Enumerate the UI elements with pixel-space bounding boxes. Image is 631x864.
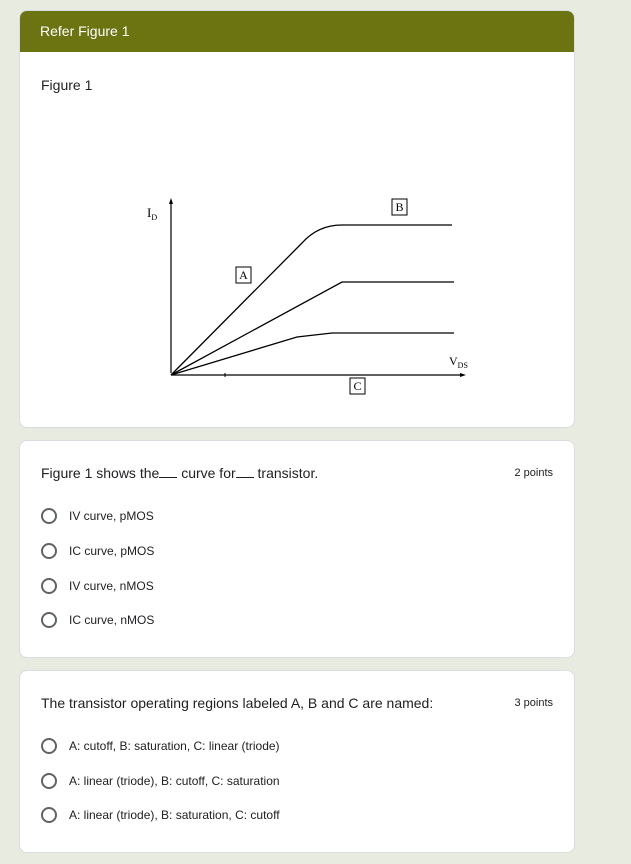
x-axis-arrow — [460, 373, 466, 377]
option-linear-cutoff-saturation[interactable] — [41, 771, 280, 791]
option-cutoff-saturation-linear[interactable] — [41, 736, 280, 756]
option-ic-nmos[interactable] — [41, 610, 154, 630]
option-ic-pmos[interactable] — [41, 541, 154, 561]
option-iv-nmos[interactable] — [41, 576, 154, 596]
answer-blank — [159, 466, 177, 478]
option-linear-saturation-cutoff[interactable] — [41, 805, 280, 825]
question-title: The transistor operating regions labeled A, B and C are named: — [41, 695, 434, 711]
points-label: 2 points — [514, 467, 553, 479]
iv-curve-middle — [171, 282, 454, 375]
region-label-c — [350, 378, 365, 394]
option-label: A: linear (triode), B: saturation, C: cutoff — [69, 808, 280, 822]
radio-button[interactable] — [41, 738, 57, 754]
x-axis-label: $V_{DS}$ — [449, 354, 468, 370]
radio-button[interactable] — [41, 543, 57, 559]
radio-button[interactable] — [41, 508, 57, 524]
region-label-b — [392, 199, 407, 215]
section-card — [19, 10, 575, 428]
option-label: IV curve, nMOS — [69, 579, 154, 593]
answer-blank — [236, 466, 254, 478]
option-label: A: cutoff, B: saturation, C: linear (triode) — [69, 739, 280, 753]
svg-text:C: C — [353, 379, 362, 393]
svg-text:B: B — [395, 200, 404, 214]
region-label-a — [236, 267, 251, 283]
radio-button[interactable] — [41, 612, 57, 628]
option-label: IV curve, pMOS — [69, 509, 154, 523]
iv-curve-figure — [20, 11, 575, 428]
y-axis-arrow — [169, 198, 173, 204]
figure-title: Figure 1 — [41, 77, 93, 93]
radio-button[interactable] — [41, 807, 57, 823]
radio-button[interactable] — [41, 773, 57, 789]
question-card-1 — [19, 440, 575, 658]
option-label: IC curve, pMOS — [69, 544, 155, 558]
section-header: Refer Figure 1 — [20, 11, 574, 52]
y-axis-label: $I_D$ — [147, 205, 158, 222]
option-label: A: linear (triode), B: cutoff, C: saturation — [69, 774, 280, 788]
question-title: Figure 1 shows the curve for transistor. — [41, 465, 319, 481]
radio-button[interactable] — [41, 578, 57, 594]
iv-curve-bottom — [171, 333, 454, 375]
option-label: IC curve, nMOS — [69, 613, 155, 627]
points-label: 3 points — [514, 697, 553, 709]
svg-text:A: A — [239, 268, 248, 282]
option-iv-pmos[interactable] — [41, 506, 154, 526]
question-card-2 — [19, 670, 575, 853]
